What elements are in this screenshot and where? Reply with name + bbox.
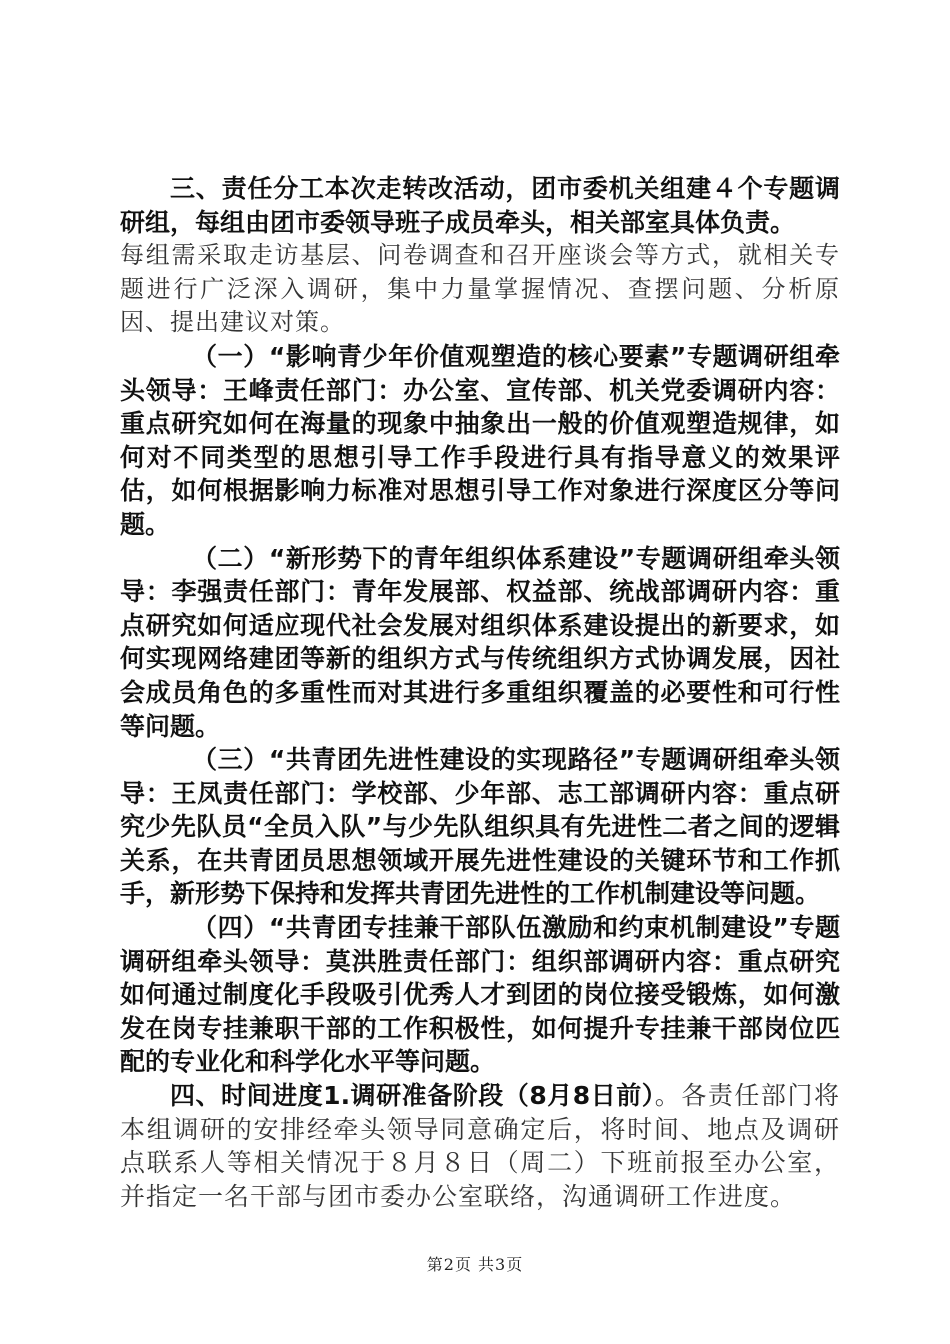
- section-4-body: 。各责任部门将本组调研的安排经牵头领导同意确定后，将时间、地点及调研点联系人等相关情况于８月８日（周二）下班前报至办公室，并指定一名干部与团市委办公室联络，沟通调研工作进度。: [120, 1081, 840, 1211]
- paragraph-group-3: （三）“共青团先进性建设的实现路径”专题调研组牵头领导：王凤责任部门：学校部、少年部、志工部调研内容：重点研究少先队员“全员入队”与少先队组织具有先进性二者之间的逻辑关系，在共青团员思想领域开展先进性建设的关键环节和工作抓手，新形势下保持和发挥共青团先进性的工作机制建设等问题。: [120, 745, 840, 909]
- paragraph-group-1: （一）“影响青少年价值观塑造的核心要素”专题调研组牵头领导：王峰责任部门：办公室、宣传部、机关党委调研内容：重点研究如何在海量的现象中抽象出一般的价值观塑造规律，如何对不同类型的思想引导工作手段进行具有指导意义的效果评估，如何根据影响力标准对思想引导工作对象进行深度区分等问题。: [120, 341, 840, 539]
- paragraph-section-3-method: 每组需采取走访基层、问卷调查和召开座谈会等方式，就相关专题进行广泛深入调研，集中力量掌握情况、查摆问题、分析原因、提出建议对策。: [120, 241, 840, 337]
- paragraph-section-3-intro: 三、责任分工本次走转改活动，团市委机关组建４个专题调研组，每组由团市委领导班子成员牵头，相关部室具体负责。: [120, 174, 840, 237]
- paragraph-group-2: （二）“新形势下的青年组织体系建设”专题调研组牵头领导：李强责任部门：青年发展部、权益部、统战部调研内容：重点研究如何适应现代社会发展对组织体系建设提出的新要求，如何实现网络建团等新的组织方式与传统组织方式协调发展，因社会成员角色的多重性而对其进行多重组织覆盖的必要性和可行性等问题。: [120, 543, 840, 741]
- page-footer: 第2页 共3页: [426, 1255, 524, 1274]
- section-4-heading: 四、时间进度1.调研准备阶段（8月8日前）: [170, 1081, 655, 1111]
- paragraph-group-4: （四）“共青团专挂兼干部队伍激励和约束机制建设”专题调研组牵头领导：莫洪胜责任部门：组织部调研内容：重点研究如何通过制度化手段吸引优秀人才到团的岗位接受锻炼，如何激发在岗专挂兼职干部的工作积极性，如何提升专挂兼干部岗位匹配的专业化和科学化水平等问题。: [120, 913, 840, 1077]
- paragraph-section-4: [120, 1079, 840, 1213]
- document-body: [120, 172, 840, 1213]
